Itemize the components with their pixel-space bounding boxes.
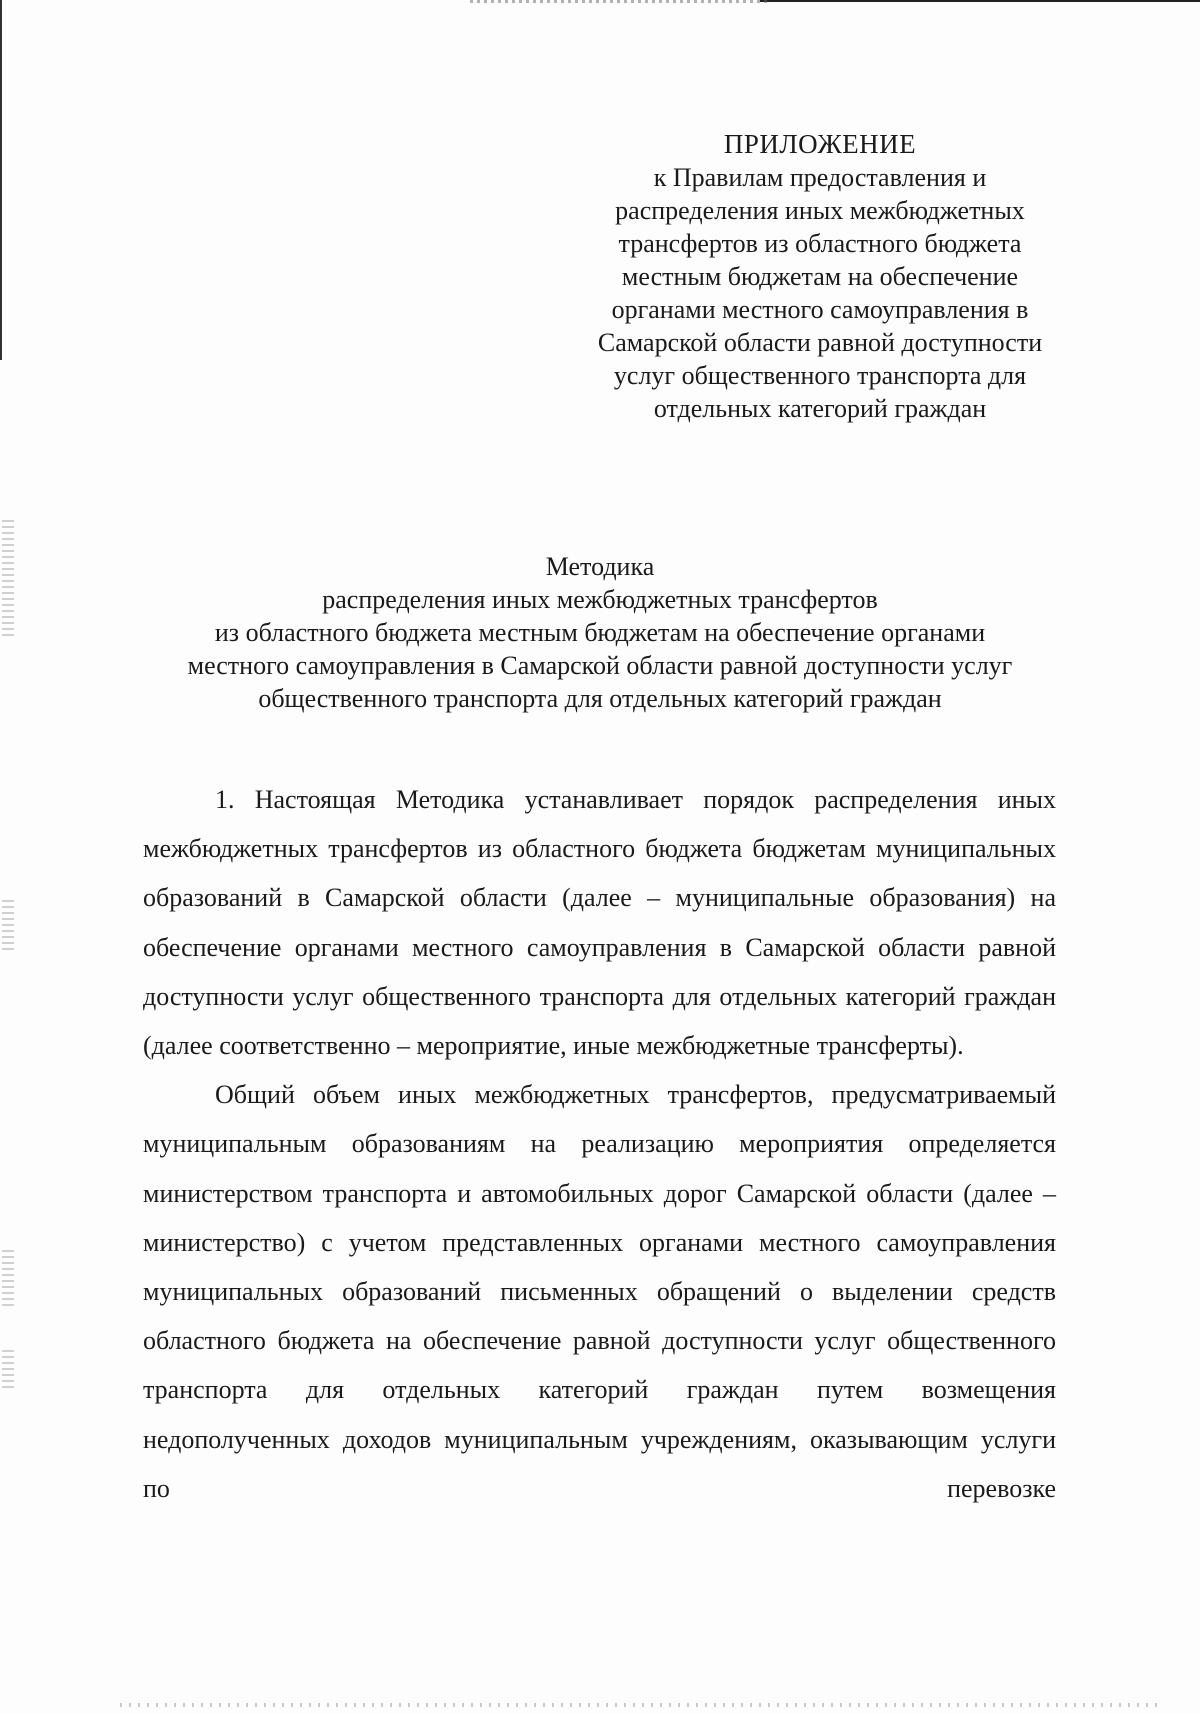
appendix-line: трансфертов из областного бюджета <box>618 229 1022 258</box>
document-body <box>143 775 1056 1513</box>
appendix-line: Самарской области равной доступности <box>597 328 1043 357</box>
appendix-line: к Правилам предоставления и <box>653 163 987 192</box>
method-subtitle-line: распределения иных межбюджетных трансфертов <box>322 585 878 614</box>
scan-edge-left <box>0 0 2 360</box>
scan-edge-top <box>760 0 1200 2</box>
appendix-line: органами местного самоуправления в <box>611 295 1029 324</box>
method-subtitle-line: общественного транспорта для отдельных категорий граждан <box>258 684 942 713</box>
method-title: Методика <box>545 552 655 581</box>
scan-noise-left <box>2 1350 14 1390</box>
appendix-line: отдельных категорий граждан <box>653 394 987 423</box>
scan-noise-left <box>2 900 14 950</box>
appendix-line: местным бюджетам на обеспечение <box>621 262 1019 291</box>
paragraph-1: 1. Настоящая Методика устанавливает порядок распределения иных межбюджетных трансфертов из областного бюджета бюджетам муниципальных образований в Самарской области (далее – муниципальные образования) на обеспечение органами местного самоуправления в Самарской области равной доступности услуг общественного транспорта для отдельных категорий граждан (далее соответственно – мероприятие, иные межбюджетные трансферты). <box>143 785 1056 1061</box>
appendix-header <box>560 128 1080 425</box>
method-title-block <box>130 550 1070 715</box>
appendix-line: услуг общественного транспорта для <box>613 361 1027 390</box>
scan-noise-left <box>2 1250 14 1310</box>
scan-noise-top <box>470 0 770 3</box>
scan-noise-left <box>2 520 14 640</box>
paragraph-2: Общий объем иных межбюджетных трансфертов, предусматриваемый муниципальным образованиям на реализацию мероприятия определяется министерством транспорта и автомобильных дорог Самарской области (далее – министерство) с учетом представленных органами местного самоуправления муниципальных образований письменных обращений о выделении средств областного бюджета на обеспечение равной доступности услуг общественного транспорта для отдельных категорий граждан путем возмещения недополученных доходов муниципальным учреждениям, оказывающим услуги по перевозке <box>143 1080 1056 1503</box>
method-subtitle-line: из областного бюджета местным бюджетам на обеспечение органами <box>214 618 986 647</box>
scan-noise-bottom <box>120 1703 1160 1707</box>
appendix-line: распределения иных межбюджетных <box>615 196 1025 225</box>
appendix-title: ПРИЛОЖЕНИЕ <box>723 129 917 159</box>
method-subtitle-line: местного самоуправления в Самарской области равной доступности услуг <box>187 651 1013 680</box>
